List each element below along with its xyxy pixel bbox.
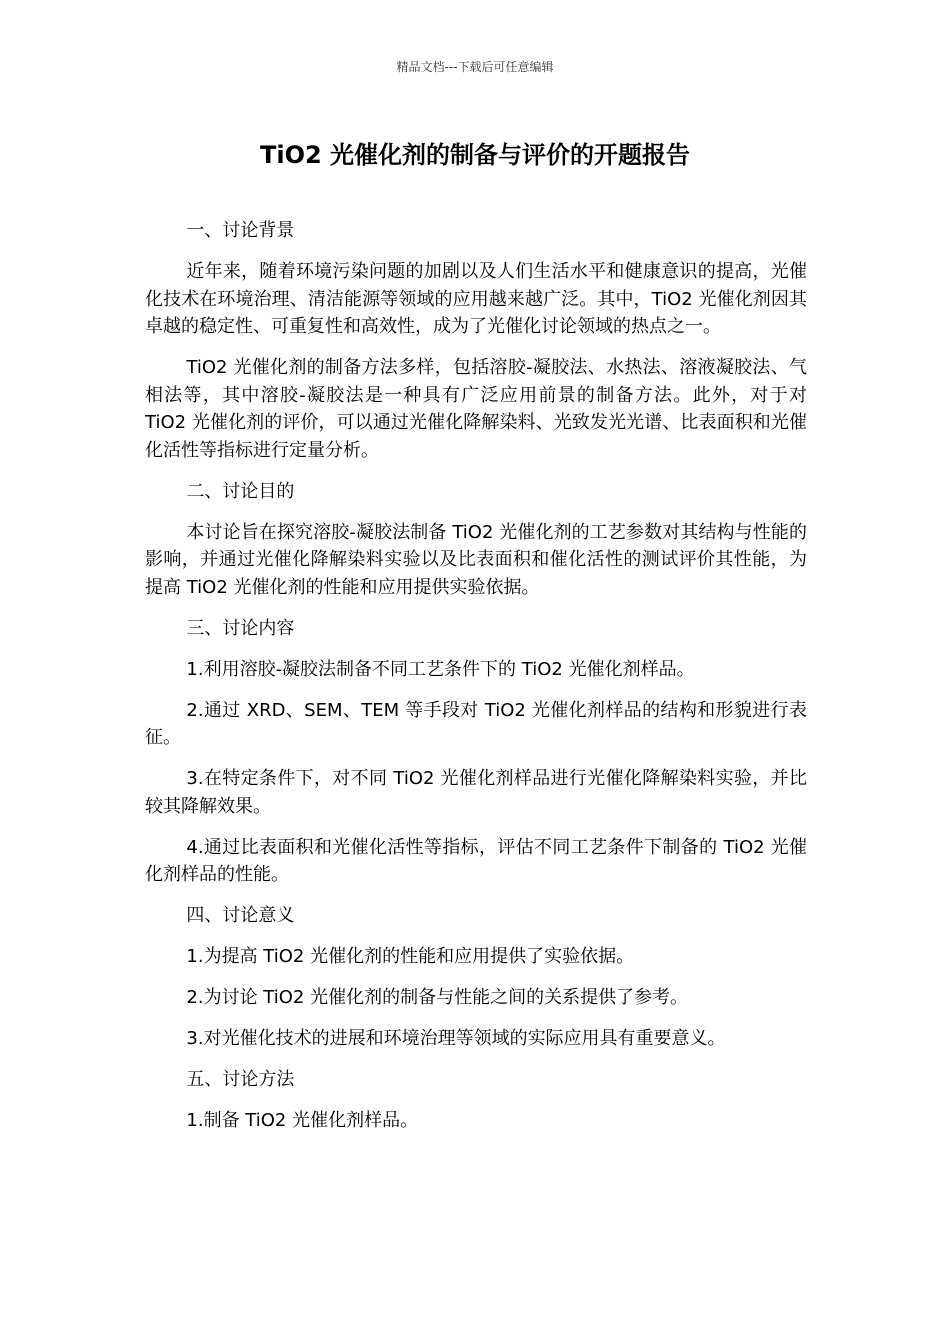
list-item: 2.为讨论 TiO2 光催化剂的制备与性能之间的关系提供了参考。 <box>186 987 689 1008</box>
list-item: 1.为提高 TiO2 光催化剂的性能和应用提供了实验依据。 <box>186 946 635 967</box>
paragraph: TiO2 光催化剂的制备方法多样，包括溶胶-凝胶法、水热法、溶液凝胶法、气相法等，其中溶胶-凝胶法是一种具有广泛应用前景的制备方法。此外，对于对 TiO2 光催化剂的评价，可以通过光催化降解染料、光致发光光谱、比表面积和光催化活性等指标进行定量分析。 <box>145 357 807 461</box>
section-heading: 五、讨论方法 <box>186 1069 295 1090</box>
section-heading: 三、讨论内容 <box>186 617 295 639</box>
list-item: 1.利用溶胶-凝胶法制备不同工艺条件下的 TiO2 光催化剂样品。 <box>186 658 695 680</box>
list-item: 4.通过比表面积和光催化活性等指标，评估不同工艺条件下制备的 TiO2 光催化剂样品的性能。 <box>145 836 807 885</box>
section-heading: 四、讨论意义 <box>186 905 295 926</box>
list-item: 2.通过 XRD、SEM、TEM 等手段对 TiO2 光催化剂样品的结构和形貌进行表征。 <box>145 699 807 748</box>
section-heading: 二、讨论目的 <box>186 480 295 502</box>
list-item: 3.对光催化技术的进展和环境治理等领域的实际应用具有重要意义。 <box>186 1028 726 1049</box>
list-item: 3.在特定条件下，对不同 TiO2 光催化剂样品进行光催化降解染料实验，并比较其降解效果。 <box>145 768 807 817</box>
document-title: TiO2 光催化剂的制备与评价的开题报告 <box>259 141 691 169</box>
paragraph: 近年来，随着环境污染问题的加剧以及人们生活水平和健康意识的提高，光催化技术在环境治理、清洁能源等领域的应用越来越广泛。其中，TiO2 光催化剂因其卓越的稳定性、可重复性和高效性，成为了光催化讨论领域的热点之一。 <box>145 261 807 337</box>
paragraph: 本讨论旨在探究溶胶-凝胶法制备 TiO2 光催化剂的工艺参数对其结构与性能的影响，并通过光催化降解染料实验以及比表面积和催化活性的测试评价其性能，为提高 TiO2 光催化剂的性能和应用提供实验依据。 <box>145 521 807 598</box>
header-note: 精品文档---下载后可任意编辑 <box>396 60 554 74</box>
document-body <box>145 217 807 1148</box>
section-heading: 一、讨论背景 <box>186 220 295 241</box>
list-item: 1.制备 TiO2 光催化剂样品。 <box>186 1110 419 1131</box>
